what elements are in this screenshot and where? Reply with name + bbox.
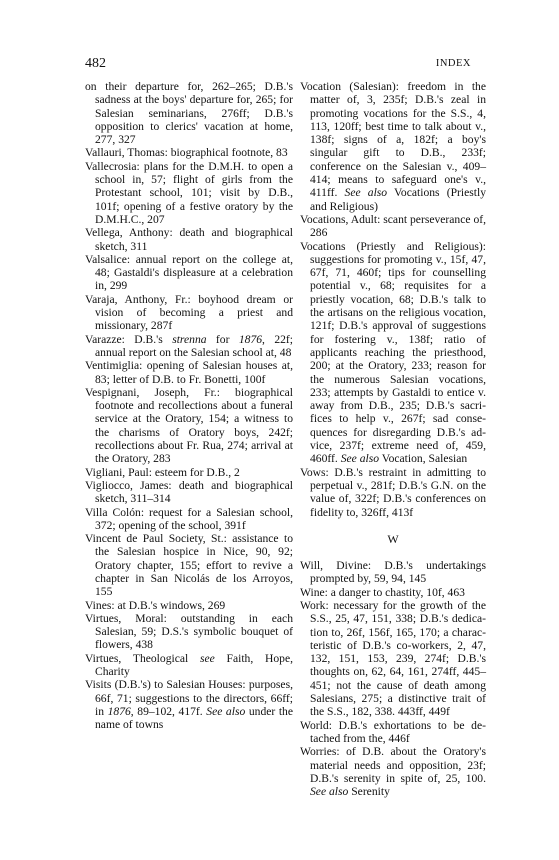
index-entry: Ventimiglia: opening of Salesian houses at, 83; letter of D.B. to Fr. Bonetti, 100f: [85, 359, 293, 386]
index-entry: Varaja, Anthony, Fr.: boyhood dream or vision of becoming a priest and missionary, 287f: [85, 292, 293, 333]
index-entry: Vallauri, Thomas: biographical footnote, 83: [85, 146, 288, 160]
index-entry: Vocations (Priestly and Religious): suggestions for promoting v., 15f, 47, 67f, 71, 460f; tips for counselling potential v., 68; requisites for a priestly vocation, 68; D.B.'s talk to the artisans on the religious vocation, 121f; D.B.'s approval of suggestions for fostering v., 138f; ratio of applicants reaching the priesthood, 200; at the Oratory, 233; reason for the numerous Salesian vocations, 233; attempts by Gastaldi to entice v. away from D.B., 235; D.B.'s sacrifices to help v., 267f; sad consequences for disregarding D.B.'s advice, 237f; extreme need of, 459, 460ff. See also Vocation, Salesian: [300, 239, 486, 466]
index-entry: Vows: D.B.'s restraint in admitting to perpetual v., 281f; D.B.'s G.N. on the value of, 322f; D.B.'s conferences on fidelity to, 326ff, 413f: [300, 465, 486, 519]
index-entry: Vallecrosia: plans for the D.M.H. to open a school in, 57; flight of girls from the Protestant school, 101; visit by D.B., 101f; opening of a festive oratory by the D.M.H.C., 207: [85, 159, 293, 226]
index-entry: Vines: at D.B.'s windows, 269: [85, 598, 226, 612]
left-index-column: [85, 80, 293, 732]
index-entry: Virtues, Theological see Faith, Hope, Charity: [85, 651, 293, 679]
index-entry: World: D.B.'s exhortations to be detached from the, 446f: [300, 718, 486, 745]
index-entry: Vespignani, Joseph, Fr.: biographical footnote and recollections about a funeral service at the Oratory, 154; a witness to the charisms of Oratory boys, 242f; recollections about Fr. Rua, 274; arrival at the Oratory, 283: [85, 385, 293, 466]
index-entry: Varazze: D.B.'s strenna for 1876, 22f; annual report on the Salesian school at, 48: [85, 332, 293, 359]
index-entry: Vocation (Salesian): freedom in the matter of, 3, 235f; D.B.'s zeal in promoting vocations for the S.S., 4, 113, 120ff; best time to talk about v., 138f; signs of a, 182f; a boy's singular gift to D.B., 233f; conference on the Salesian v., 409–414; means to safeguard one's v., 411ff. See also Vocations (Priestly and Religious): [300, 80, 486, 213]
page-number: 482: [85, 56, 106, 71]
index-entry: Will, Divine: D.B.'s undertakings prompted by, 59, 94, 145: [300, 559, 486, 586]
index-entry: Wine: a danger to chastity, 10f, 463: [300, 585, 465, 599]
running-header-title: INDEX: [435, 58, 471, 69]
index-entry: on their departure for, 262–265; D.B.'s sadness at the boys' departure for, 265; for Salesian seminarians, 276ff; D.B.'s opposition to clerics' vacation at home, 277, 327: [85, 80, 293, 147]
index-entry: Vellega, Anthony: death and biographical sketch, 311: [85, 226, 293, 253]
index-entry: Work: necessary for the growth of the S.S., 25, 47, 151, 338; D.B.'s dedication to, 26f, 156f, 165, 170; a characteristic of D.B.'s co-workers, 2, 47, 132, 151, 153, 239, 274f; D.B.'s thoughts on, 62, 64, 161, 274ff, 445–451; not the cause of death among Salesians, 275; a distinctive trait of the S.S., 182, 338. 443ff, 449f: [300, 598, 486, 719]
index-entry: Virtues, Moral: outstanding in each Salesian, 59; D.S.'s symbolic bouquet of flowers, 438: [85, 611, 293, 652]
index-entry: Vigliani, Paul: esteem for D.B., 2: [85, 465, 240, 479]
index-entry: Visits (D.B.'s) to Salesian Houses: purposes, 66f, 71; suggestions to the directors, 66ff; in 1876, 89–102, 417f. See also under the name of towns: [85, 678, 293, 732]
section-letter-heading: W: [387, 531, 399, 546]
index-entry: Valsalice: annual report on the college at, 48; Gastaldi's displeasure at a celebration in, 299: [85, 252, 293, 293]
index-entry: Worries: of D.B. about the Oratory's material needs and opposition, 23f; D.B.'s serenity in spite of, 25, 100. See also Serenity: [300, 745, 486, 799]
index-entry: Vigliocco, James: death and biographical sketch, 311–314: [85, 478, 293, 506]
index-entry: Vincent de Paul Society, St.: assistance to the Salesian hospice in Nice, 90, 92; Oratory chapter, 155; effort to revive a chapter in San Nicolás de los Arroyos, 155: [85, 532, 293, 599]
index-entry: Vocations, Adult: scant perseverance of, 286: [300, 212, 486, 240]
right-index-column: [300, 80, 486, 798]
index-entry: Villa Colón: request for a Salesian school, 372; opening of the school, 391f: [85, 505, 293, 532]
